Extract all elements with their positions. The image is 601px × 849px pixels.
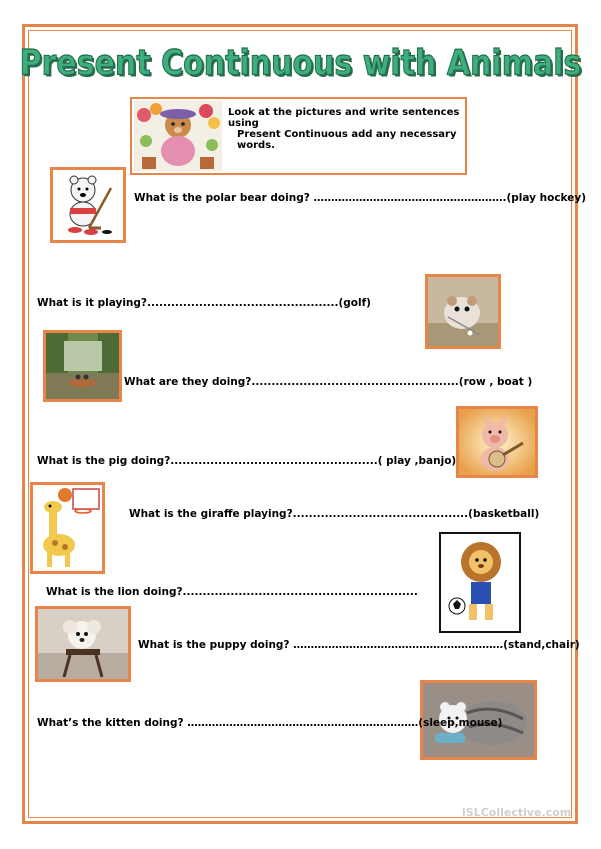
giraffe-basketball-image — [30, 482, 105, 574]
worksheet-title: Present Continuous with Animals — [19, 43, 582, 84]
puppy-chair-image — [35, 606, 131, 682]
instructions-box — [130, 97, 467, 175]
lion-soccer-image — [439, 532, 521, 633]
question-giraffe: What is the giraffe playing?............................................(basketball) — [129, 508, 540, 520]
canoe-river-image — [43, 330, 122, 402]
question-row-boat: What are they doing?....................................................(row , boat ) — [124, 376, 533, 388]
instructions-line-2: Present Continuous add any necessary words. — [237, 129, 457, 151]
question-polar-bear: What is the polar bear doing? ……………………………………………….(play hockey) — [134, 192, 587, 204]
polar-bear-hockey-image — [50, 167, 126, 243]
question-golf: What is it playing?................................................(golf) — [37, 297, 371, 309]
instructions-line-1: Look at the pictures and write sentences using — [228, 107, 460, 129]
hamster-golf-image — [425, 274, 501, 349]
site-watermark: iSLCollective.com — [462, 806, 572, 819]
question-kitten: What’s the kitten doing? …………………………………………………………(sleep,mouse) — [37, 717, 503, 729]
question-puppy: What is the puppy doing? ……………………………………………………(stand,chair) — [138, 639, 580, 651]
teddy-bear-garden-image — [134, 101, 222, 171]
question-pig: What is the pig doing?....................................................( play ,banjo) — [37, 455, 457, 467]
question-lion: What is the lion doing?........................................................... — [46, 586, 418, 598]
pig-banjo-image — [456, 406, 538, 478]
